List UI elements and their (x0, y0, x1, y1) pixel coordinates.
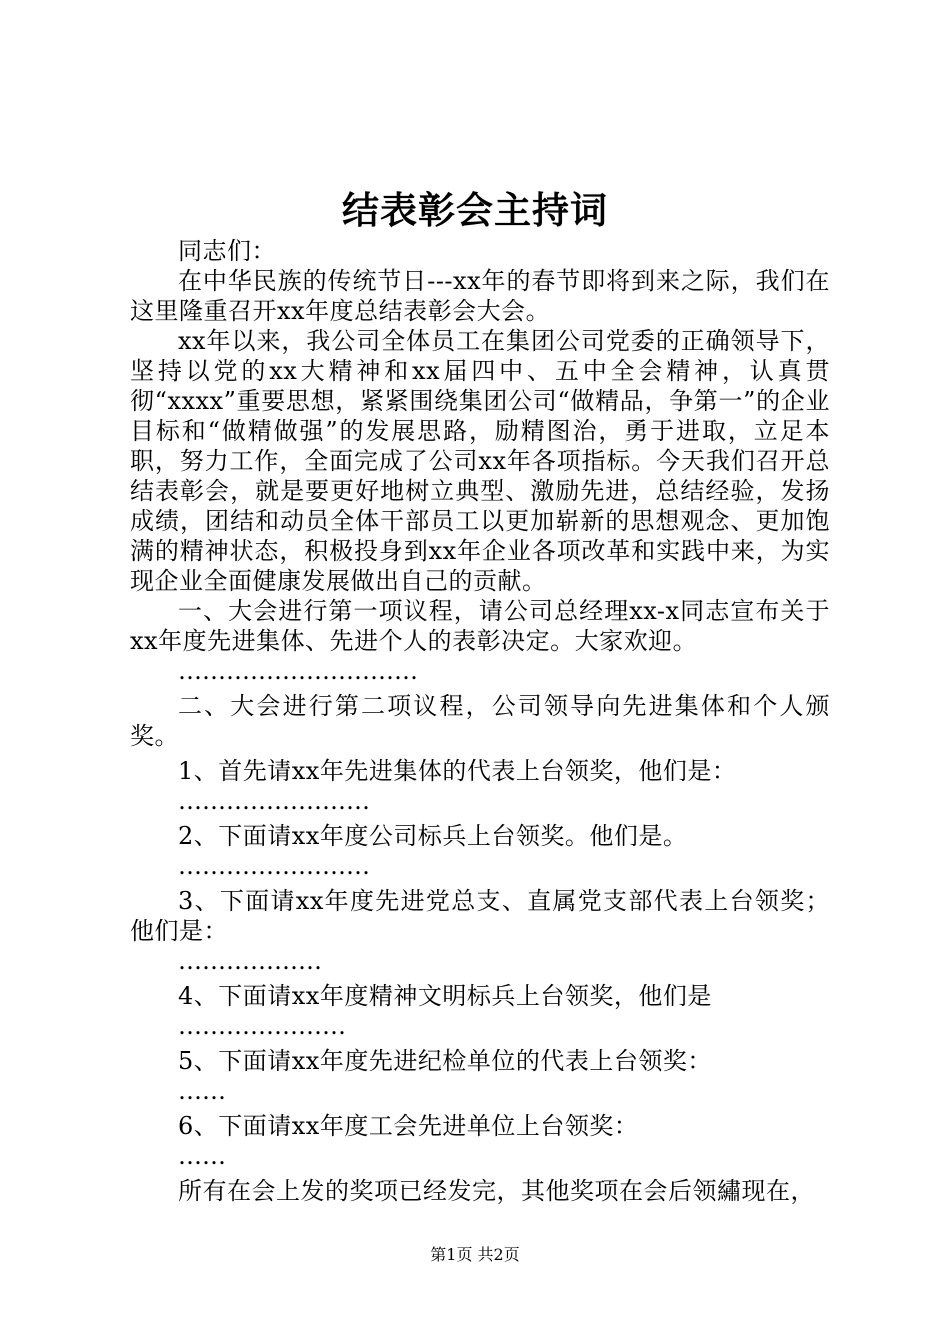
ellipsis-line: …… (178, 1142, 226, 1170)
ellipsis-line: ……………… (178, 947, 322, 975)
document-body (130, 236, 830, 1206)
award-item-5: 5、下面请xx年度先进纪检单位的代表上台领奖： (178, 1047, 712, 1075)
award-item-6: 6、下面请xx年度工会先进单位上台领奖： (178, 1112, 639, 1140)
award-item-4: 4、下面请xx年度精神文明标兵上台领奖，他们是 (178, 982, 712, 1010)
salutation: 同志们： (178, 237, 276, 265)
award-item-1: 1、首先请xx年先进集体的代表上台领奖，他们是： (178, 757, 737, 785)
paragraph-intro: 在中华民族的传统节日---xx年的春节即将到来之际，我们在这里隆重召开xx年度总结表彰会大会。 (130, 267, 830, 325)
document-title: 结表彰会主持词 (342, 188, 608, 232)
award-item-2: 2、下面请xx年度公司标兵上台领奖。他们是。 (178, 822, 688, 850)
page-footer: 第1页 共2页 (430, 1245, 520, 1264)
ellipsis-line: ………………… (178, 1012, 346, 1040)
agenda-item-1: 一、大会进行第一项议程，请公司总经理xx-x同志宣布关于xx年度先进集体、先进个人的表彰决定。大家欢迎。 (130, 597, 830, 655)
ellipsis-line: ………………………… (178, 657, 418, 685)
closing-paragraph: 所有在会上发的奖项已经发完，其他奖项在会后领繡现在， (178, 1177, 815, 1205)
ellipsis-line: …………………… (178, 852, 370, 880)
ellipsis-line: …………………… (178, 787, 370, 815)
agenda-item-2: 二、大会进行第二项议程，公司领导向先进集体和个人颁奖。 (130, 692, 830, 750)
paragraph-summary: xx年以来，我公司全体员工在集团公司党委的正确领导下，坚持以党的xx大精神和xx届四中、五中全会精神，认真贯彻“xxxx”重要思想，紧紧围绕集团公司“做精品，争第一”的企业目标和“做精做强”的发展思路，励精图治，勇于进取，立足本职，努力工作，全面完成了公司xx年各项指标。今天我们召开总结表彰会，就是要更好地树立典型、激励先进，总结经验，发扬成绩，团结和动员全体干部员工以更加崭新的思想观念、更加饱满的精神状态，积极投身到xx年企业各项改革和实践中来，为实现企业全面健康发展做出自己的贡献。 (130, 327, 830, 595)
award-item-3: 3、下面请xx年度先进党总支、直属党支部代表上台领奖；他们是： (130, 887, 830, 945)
ellipsis-line: …… (178, 1077, 226, 1105)
